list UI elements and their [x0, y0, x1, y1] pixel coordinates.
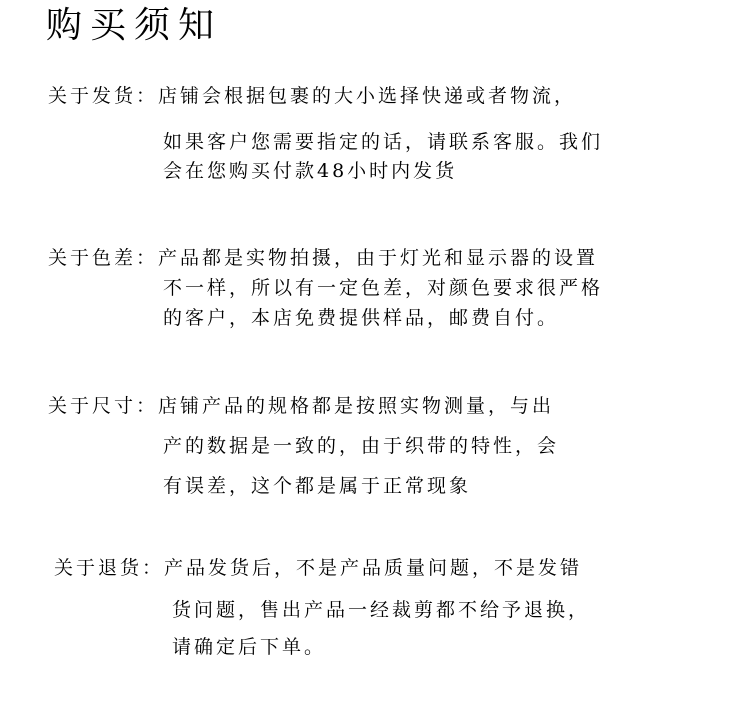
shipping-line-3: 会在您购买付款48小时内发货 — [163, 160, 458, 182]
color-line-1: 关于色差：产品都是实物拍摄，由于灯光和显示器的设置 — [48, 247, 599, 269]
size-line-3: 有误差，这个都是属于正常现象 — [163, 475, 472, 497]
returns-line-1: 关于退货：产品发货后，不是产品质量问题，不是发错 — [54, 557, 583, 579]
shipping-line-2: 如果客户您需要指定的话，请联系客服。我们 — [163, 131, 604, 153]
shipping-line-1: 关于发货：店铺会根据包裹的大小选择快递或者物流， — [48, 85, 577, 107]
color-line-3: 的客户，本店免费提供样品，邮费自付。 — [163, 307, 560, 329]
size-line-2: 产的数据是一致的，由于织带的特性，会 — [163, 435, 560, 457]
returns-line-2: 货问题，售出产品一经裁剪都不给予退换， — [172, 599, 591, 621]
returns-line-3: 请确定后下单。 — [172, 636, 327, 658]
color-line-2: 不一样，所以有一定色差，对颜色要求很严格 — [163, 277, 604, 299]
size-line-1: 关于尺寸：店铺产品的规格都是按照实物测量，与出 — [48, 395, 555, 417]
page-title: 购买须知 — [46, 5, 223, 46]
